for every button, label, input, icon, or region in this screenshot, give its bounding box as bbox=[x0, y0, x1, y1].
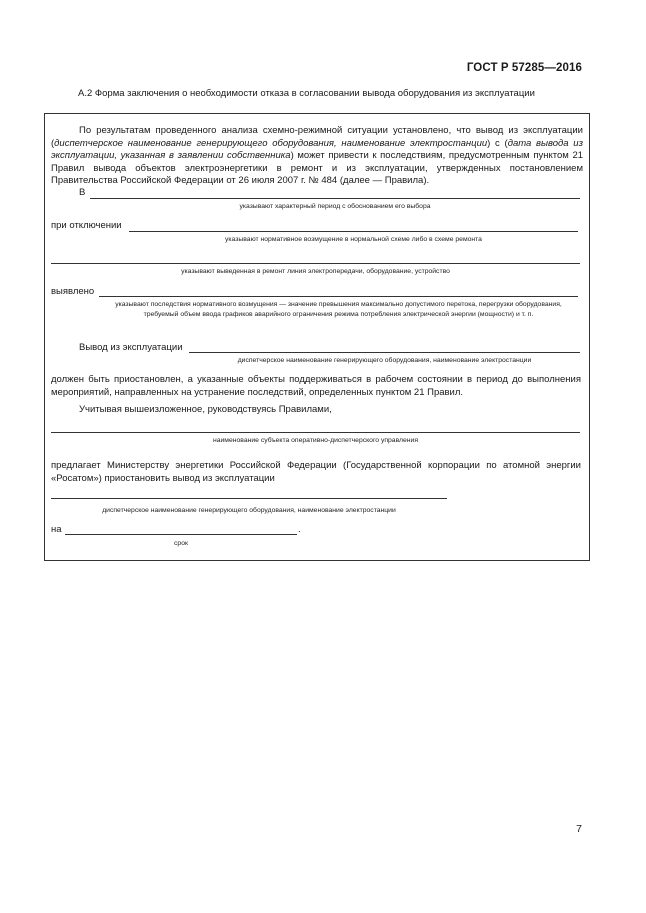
period-field[interactable] bbox=[90, 198, 580, 199]
equipment-field[interactable] bbox=[51, 498, 447, 499]
period-hint: указывают характерный период с обоснованием его выбора bbox=[239, 203, 431, 210]
equipment-hint: диспетчерское наименование генерирующего оборудования, наименование электростанции bbox=[102, 507, 396, 514]
disconnect-label: при отключении bbox=[51, 220, 122, 231]
form-caption: А.2 Форма заключения о необходимости отказа в согласовании вывода оборудования из эксплуатации bbox=[78, 88, 535, 99]
revealed-label: выявлено bbox=[51, 286, 95, 297]
term-field[interactable] bbox=[65, 534, 297, 535]
decommission-label: Вывод из эксплуатации bbox=[79, 342, 183, 353]
disconnect-field[interactable] bbox=[129, 231, 578, 232]
subject-hint: наименование субъекта оперативно-диспетчерского управления bbox=[212, 437, 419, 444]
form-frame bbox=[44, 113, 590, 561]
intro-paragraph bbox=[51, 125, 583, 188]
term-hint: срок bbox=[174, 540, 188, 547]
intro-text-2: ) с ( bbox=[487, 137, 508, 149]
intro-italic-2: дата вывода из эксплуатации, указанная в заявлении собственника bbox=[51, 137, 584, 161]
intro-text-3: ) может привести к последствиям, предусмотренным пунктом 21 Правил вывода объектов электроэнергетики в ремонт и из эксплуатации, утвержденных постановлением Правительства Российской Федерации от 26 июля 2007 г. № 484 (далее — Правила). bbox=[51, 150, 584, 186]
considering-text: Учитывая вышеизложенное, руководствуясь Правилами, bbox=[79, 404, 332, 415]
decommission-hint: диспетчерское наименование генерирующего оборудования, наименование электростанции bbox=[237, 357, 532, 364]
repair-hint: указывают выведенная в ремонт линия электропередачи, оборудование, устройство bbox=[181, 268, 450, 275]
revealed-field[interactable] bbox=[99, 296, 578, 297]
intro-italic-1: диспетчерское наименование генерирующего оборудования, наименование электростанции bbox=[54, 137, 488, 149]
disconnect-hint: указывают нормативное возмущение в нормальной схеме либо в схеме ремонта bbox=[225, 236, 482, 243]
term-end: . bbox=[298, 524, 301, 535]
proposal-paragraph: предлагает Министерству энергетики Российской Федерации (Государственной корпорации по атомной энергии «Росатом») приостановить вывод из эксплуатации bbox=[51, 460, 581, 484]
standard-id: ГОСТ Р 57285—2016 bbox=[466, 62, 582, 74]
subject-field[interactable] bbox=[51, 432, 580, 433]
intro-text-1: По результатам проведенного анализа схемно-режимной ситуации установлено, что вывод из эксплуатации ( bbox=[51, 125, 583, 149]
period-label: В bbox=[79, 187, 86, 198]
page-number: 7 bbox=[576, 823, 582, 835]
decommission-field[interactable] bbox=[189, 352, 580, 353]
revealed-hint: указывают последствия нормативного возмущения — значение превышения максимально допустимого перетока, перегрузки оборудования, требуемый объем ввода графиков аварийного ограничения режима потребления электрической энергии (мощности) и т. п. bbox=[115, 301, 562, 318]
repair-field[interactable] bbox=[51, 263, 580, 264]
term-label: на bbox=[51, 524, 62, 535]
suspend-paragraph: должен быть приостановлен, а указанные объекты поддерживаться в рабочем состоянии в период до выполнения мероприятий, направленных на устранение последствий, определенных пунктом 21 Правил. bbox=[51, 374, 581, 398]
